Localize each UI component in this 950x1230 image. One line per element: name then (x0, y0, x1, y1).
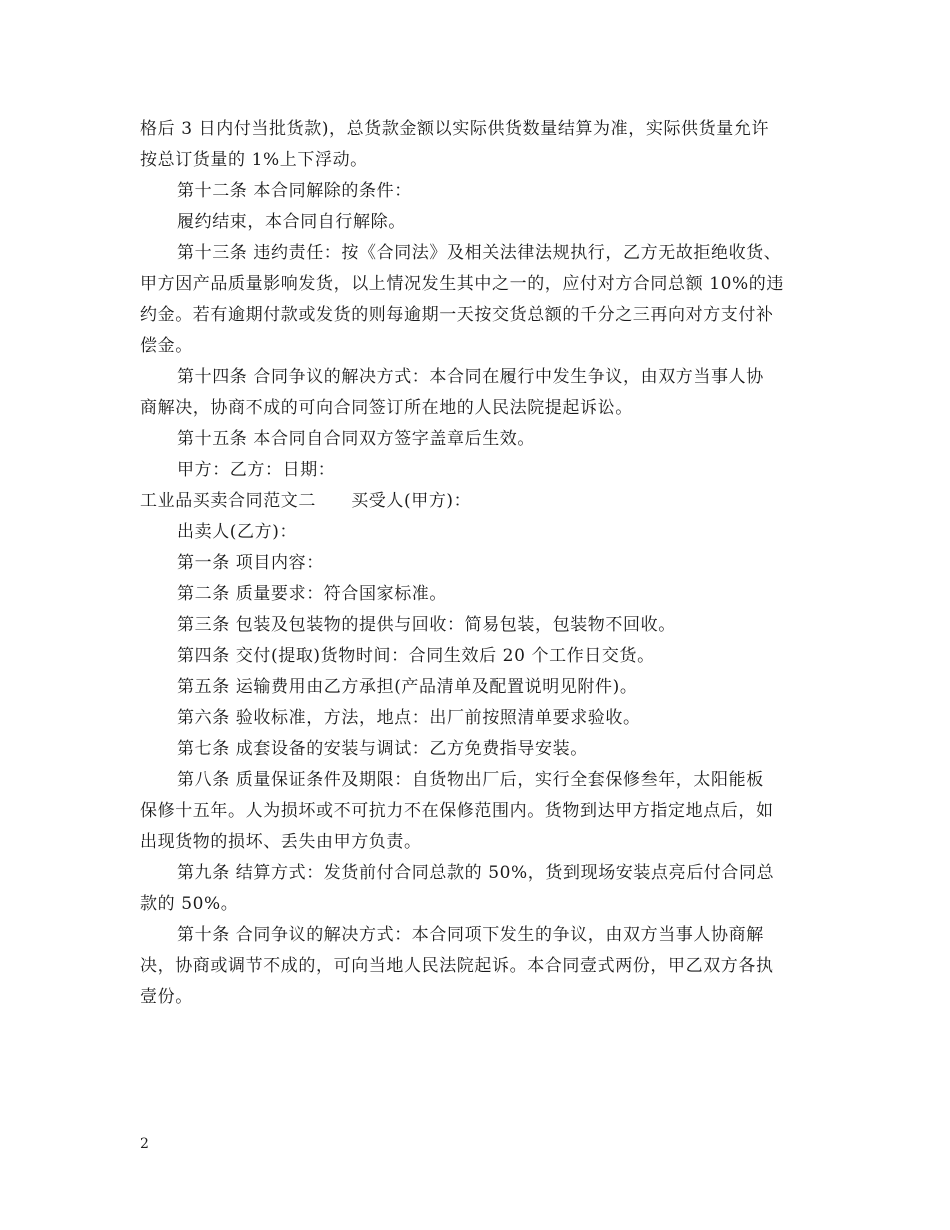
text-line: 第三条 包装及包装物的提供与回收：简易包装，包装物不回收。 (177, 615, 676, 635)
document-body (140, 114, 820, 1013)
text-line: 第十三条 违约责任：按《合同法》及相关法律法规执行，乙方无故拒绝收货、 (177, 243, 782, 263)
text-line: 第十四条 合同争议的解决方式：本合同在履行中发生争议，由双方当事人协 (177, 367, 764, 387)
text-line: 履约结束，本合同自行解除。 (177, 212, 406, 232)
text-line: 甲方：乙方：日期： (177, 460, 336, 480)
text-line: 按总订货量的 1%上下浮动。 (140, 150, 368, 170)
text-line: 甲方因产品质量影响发货，以上情况发生其中之一的，应付对方合同总额 10%的违 (140, 274, 784, 294)
text-line: 第十条 合同争议的解决方式：本合同项下发生的争议，由双方当事人协商解 (177, 925, 764, 945)
text-line: 商解决，协商不成的可向合同签订所在地的人民法院提起诉讼。 (140, 398, 633, 418)
text-line: 第七条 成套设备的安装与调试：乙方免费指导安装。 (177, 739, 588, 759)
text-line: 第九条 结算方式：发货前付合同总款的 50%，货到现场安装点亮后付合同总 (177, 863, 775, 883)
text-line: 第六条 验收标准，方法，地点：出厂前按照清单要求验收。 (177, 708, 641, 728)
text-line: 决，协商或调节不成的，可向当地人民法院起诉。本合同壹式两份，甲乙双方各执 (140, 956, 774, 976)
text-line: 第十五条 本合同自合同双方签字盖章后生效。 (177, 429, 536, 449)
text-line: 壹份。 (140, 987, 193, 1007)
text-line: 第十二条 本合同解除的条件： (177, 181, 412, 201)
text-line: 第一条 项目内容： (177, 553, 324, 573)
text-line: 工业品买卖合同范文二 买受人(甲方)： (140, 491, 472, 511)
text-line: 第二条 质量要求：符合国家标准。 (177, 584, 448, 604)
text-line: 第四条 交付(提取)货物时间：合同生效后 20 个工作日交货。 (177, 646, 655, 666)
text-line: 出卖人(乙方)： (177, 522, 298, 542)
text-line: 出现货物的损坏、丢失由甲方负责。 (140, 832, 422, 852)
text-line: 保修十五年。人为损坏或不可抗力不在保修范围内。货物到达甲方指定地点后，如 (140, 801, 774, 821)
text-line: 款的 50%。 (140, 894, 239, 914)
text-line: 偿金。 (140, 336, 193, 356)
text-line: 第五条 运输费用由乙方承担(产品清单及配置说明见附件)。 (177, 677, 638, 697)
page-number: 2 (140, 1136, 149, 1152)
text-line: 格后 3 日内付当批货款)，总货款金额以实际供货数量结算为准，实际供货量允许 (140, 119, 770, 139)
text-line: 第八条 质量保证条件及期限：自货物出厂后，实行全套保修叁年，太阳能板 (177, 770, 764, 790)
text-line: 约金。若有逾期付款或发货的则每逾期一天按交货总额的千分之三再向对方支付补 (140, 305, 774, 325)
